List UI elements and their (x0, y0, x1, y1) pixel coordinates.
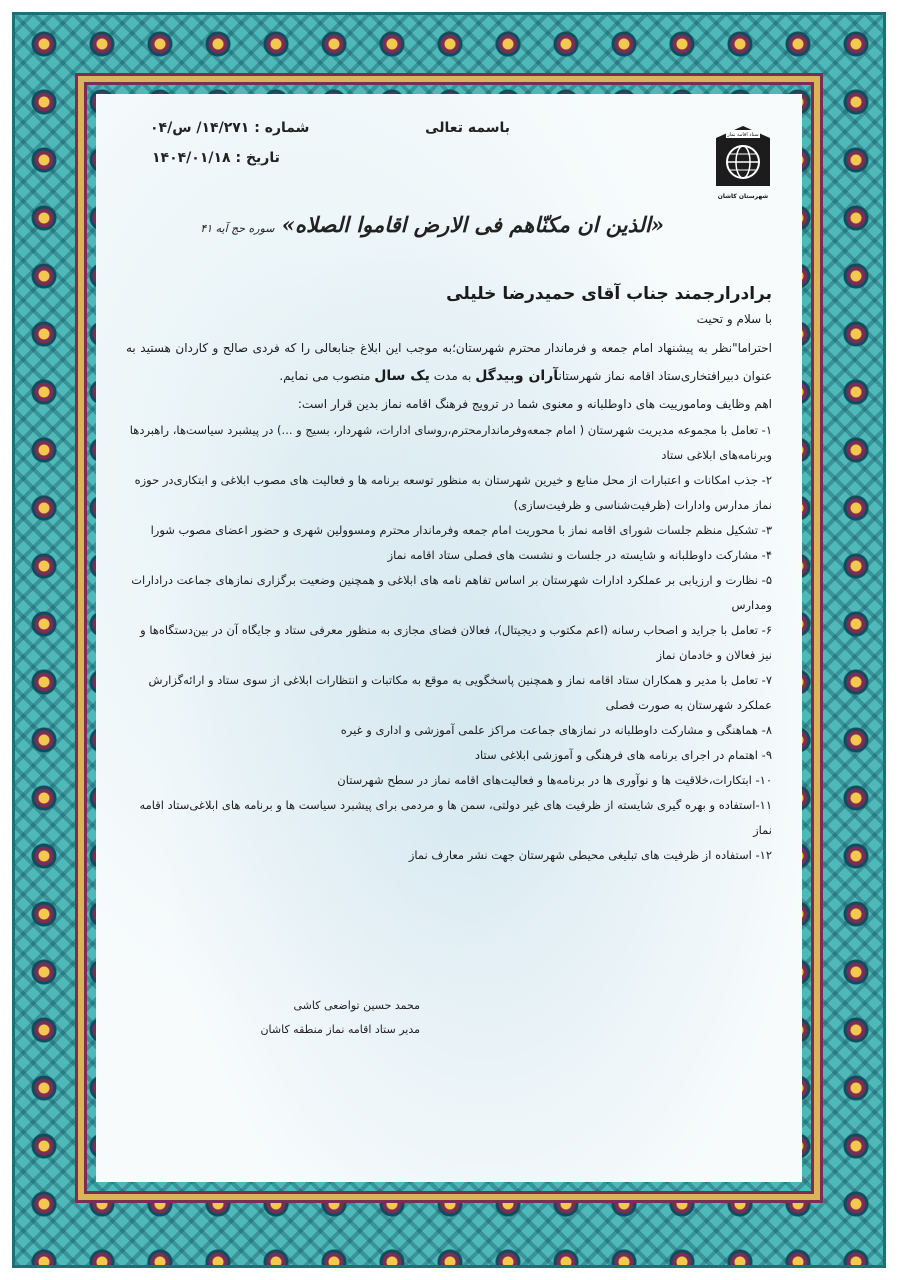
letter-date: تاریخ : ۱۴۰۴/۰۱/۱۸ (152, 150, 280, 166)
duty-item: ۱۱-استفاده و بهره گیری شایسته از ظرفیت های غیر دولتی، سمن ها و مردمی برای پیشبرد سیاست ها و برنامه های ابلاغی‌ستاد اقامه نماز (139, 798, 772, 837)
city-name: آران وبیدگل (475, 368, 559, 384)
duty-item: ۱۲- استفاده از ظرفیت های تبلیغی محیطی شهرستان جهت نشر معارف نماز (408, 848, 772, 862)
duty-item: ۵- نظارت و ارزیابی بر عملکرد ادارات شهرستان بر اساس تفاهم نامه های ابلاغی و همچنین وضعیت برگزاری نمازهای جماعت درادارات ومدارس (131, 573, 772, 612)
header (150, 120, 510, 144)
letter-paper (96, 94, 802, 1182)
duty-item: ۹- اهتمام در اجرای برنامه های فرهنگی و آموزشی ابلاغی ستاد (474, 748, 772, 762)
addressee: برادرارجمند جناب آقای حمیدرضا خلیلی (446, 284, 772, 304)
duty-item: ۱- تعامل با مجموعه مدیریت شهرستان ( امام جمعه‌وفرماندارمحترم،روسای ادارات، شهردار، بسیج و ...) در پیشبرد سیاست‌ها، راهبردها وبرنامه‌های ابلاغی ستاد (129, 423, 772, 462)
logo-subtitle: شهرستان کاشان (717, 193, 769, 200)
letter-body (126, 284, 772, 868)
greeting: با سلام و تحیت (696, 312, 772, 326)
duty-item: ۸- هماهنگی و مشارکت داوطلبانه در نمازهای جماعت مراکز علمی آموزشی و اداری و غیره (340, 723, 772, 737)
quran-verse (200, 212, 664, 237)
logo-banner-text: ستاد اقامه نماز (727, 132, 759, 138)
duties-list (126, 418, 772, 868)
duty-item: ۱۰- ابتکارات،خلاقیت ها و نوآوری ها در برنامه‌ها و فعالیت‌های اقامه نماز در سطح شهرستان (337, 773, 772, 787)
duty-item: ۶- تعامل با جراید و اصحاب رسانه (اعم مکتوب و دیجیتال)، فعالان فضای مجازی به منظور معرفی ستاد و جایگاه آن در بین‌دستگاه‌ها و نیز فعالان و خادمان نماز (140, 623, 772, 662)
signature-block (220, 994, 420, 1042)
duty-item: ۴- مشارکت داوطلبانه و شایسته در جلسات و نشست های فصلی ستاد اقامه نماز (387, 548, 772, 562)
duty-item: ۲- جذب امکانات و اعتبارات از محل منابع و خیرین شهرستان به منظور توسعه برنامه ها و فعالیت های مصوب ابلاغی و ابتکاری‌در حوزه نماز مدارس وادارات (ظرفیت‌شناسی و ظرفیت‌سازی) (134, 473, 772, 512)
body-text-1: احتراما"نظر به پیشنهاد امام جمعه و فرماندار محترم شهرستان؛به موجب این ابلاغ جنابعالی را که فردی صالح و کاردان هستید به عنوان دبیرافتخاری‌ستاد اقامه نماز شهرستان (126, 341, 772, 383)
body-text-3: منصوب می نمایم. (279, 369, 371, 383)
signer-name: محمد حسین تواضعی کاشی (293, 999, 420, 1012)
appointment-duration: یک سال (374, 368, 430, 384)
organization-logo (706, 116, 780, 208)
verse-text: «الذین ان مکنّاهم فی الارض اقاموا الصلاه» (281, 212, 664, 237)
signer-title: مدیر ستاد اقامه نماز منطقه کاشان (260, 1023, 420, 1036)
appointment-paragraph (126, 334, 772, 390)
reference-number: شماره : ۱۴/۲۷۱/ س/۰۴ (150, 120, 310, 136)
header-title: باسمه تعالی (425, 120, 510, 136)
body-text-2: به مدت (433, 369, 472, 383)
duty-item: ۷- تعامل با مدیر و همکاران ستاد اقامه نماز و همچنین پاسخگویی به موقع به مکاتبات و انتظارات ابلاغی از سوی ستاد و ارائه‌گزارش عملکرد شهرستان به صورت فصلی (148, 673, 772, 712)
verse-reference: سوره حج آیه ۴۱ (200, 222, 275, 235)
duty-item: ۳- تشکیل منظم جلسات شورای اقامه نماز با محوریت امام جمعه وفرماندار محترم ومسوولین شهری و حضور اعضای مصوب شورا (150, 523, 772, 537)
duties-intro: اهم وظایف ومامورییت های داوطلبانه و معنوی شما در ترویج فرهنگ اقامه نماز بدین قرار است: (297, 397, 772, 411)
